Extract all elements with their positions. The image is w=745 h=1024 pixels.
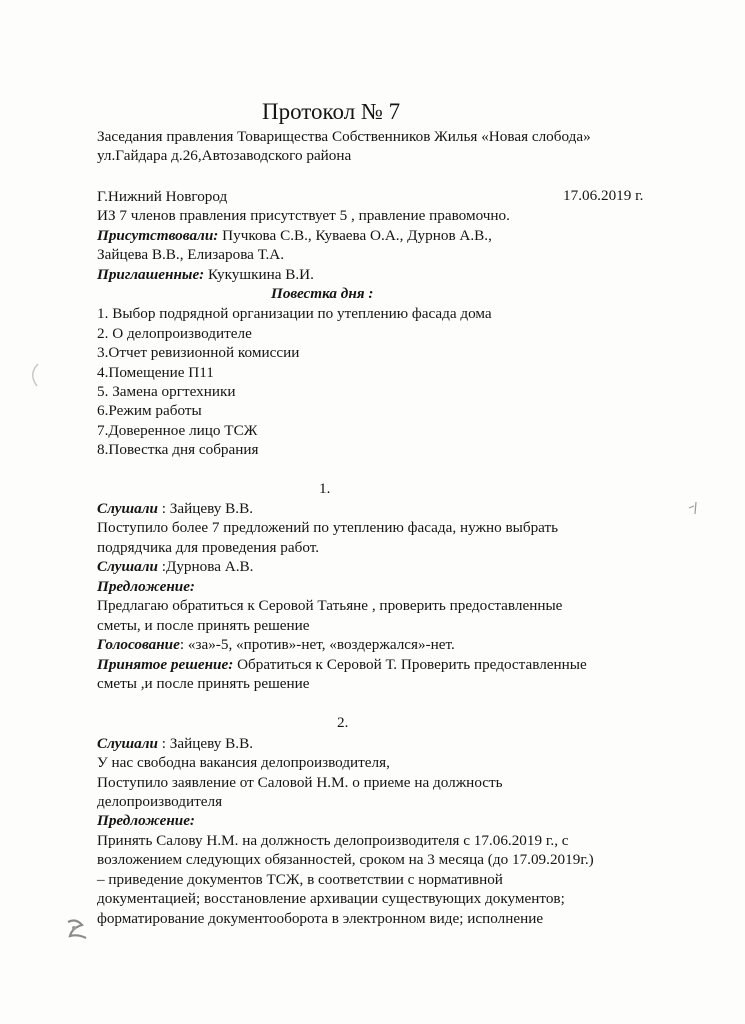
decision-text: Обратиться к Серовой Т. Проверить предоставленные <box>233 656 587 673</box>
section-1-number: 1. <box>319 480 331 497</box>
vote-label: Голосование <box>97 636 180 653</box>
present-names-2: Зайцева В.В., Елизарова Т.А. <box>97 246 285 263</box>
scan-mark <box>22 360 42 390</box>
heard-line <box>97 734 253 753</box>
vote-line <box>97 635 455 654</box>
address-line: ул.Гайдара д.26,Автозаводского района <box>97 147 352 164</box>
heard-label: Слушали <box>97 735 158 752</box>
heard-value: : Зайцеву В.В. <box>157 735 254 752</box>
agenda-item: 4.Помещение П11 <box>97 364 214 381</box>
city-line: Г.Нижний Новгород <box>97 188 228 205</box>
decision-line <box>97 655 587 674</box>
present-label: Присутствовали: <box>97 227 219 244</box>
heard-value: : Зайцеву В.В. <box>157 500 254 517</box>
body-text: Поступило заявление от Саловой Н.М. о приеме на должность <box>97 774 503 791</box>
heard-line <box>97 557 253 576</box>
agenda-heading: Повестка дня : <box>271 285 374 302</box>
agenda-item: 3.Отчет ревизионной комиссии <box>97 344 300 361</box>
present-names: Пучкова С.В., Куваева О.А., Дурнов А.В., <box>218 227 492 244</box>
quorum-line: ИЗ 7 членов правления присутствует 5 , правление правомочно. <box>97 207 510 224</box>
agenda-item: 7.Доверенное лицо ТСЖ <box>97 422 258 439</box>
invited-names: Кукушкина В.И. <box>204 266 314 283</box>
vote-value: : «за»-5, «против»-нет, «воздержался»-нет. <box>179 636 455 653</box>
agenda-item: 1. Выбор подрядной организации по утеплению фасада дома <box>97 305 492 322</box>
proposal-label: Предложение: <box>97 812 195 829</box>
protocol-title: Протокол № 7 <box>262 99 401 124</box>
section-2-number: 2. <box>337 714 349 731</box>
proposal-text: – приведение документов ТСЖ, в соответствии с нормативной <box>97 871 503 888</box>
agenda-item: 6.Режим работы <box>97 402 202 419</box>
scan-speck <box>685 498 705 520</box>
heard-line <box>97 499 253 518</box>
body-text: У нас свободна вакансия делопроизводителя, <box>97 754 390 771</box>
heard-label: Слушали <box>97 500 158 517</box>
proposal-text: Предлагаю обратиться к Серовой Татьяне , проверить предоставленные <box>97 597 563 614</box>
proposal-label: Предложение: <box>97 578 195 595</box>
date-line: 17.06.2019 г. <box>563 187 644 204</box>
body-text: подрядчика для проведения работ. <box>97 539 320 556</box>
proposal-text: документацией; восстановление архивации существующих документов; <box>97 890 565 907</box>
present-line <box>97 226 492 245</box>
invited-line <box>97 265 314 284</box>
proposal-text: возложением следующих обязанностей, сроком на 3 месяца (до 17.09.2019г.) <box>97 851 594 868</box>
heard-label: Слушали <box>97 558 158 575</box>
body-text: делопроизводителя <box>97 793 223 810</box>
agenda-item: 8.Повестка дня собрания <box>97 441 259 458</box>
proposal-text: Принять Салову Н.М. на должность делопроизводителя с 17.06.2019 г., с <box>97 832 569 849</box>
invited-label: Приглашенные: <box>97 266 205 283</box>
body-text: Поступило более 7 предложений по утеплению фасада, нужно выбрать <box>97 519 559 536</box>
proposal-text: форматирование документооборота в электронном виде; исполнение <box>97 910 544 927</box>
scan-smudge <box>62 916 92 942</box>
proposal-text: сметы, и после принять решение <box>97 617 310 634</box>
decision-text-2: сметы ,и после принять решение <box>97 675 310 692</box>
heard-value: :Дурнова А.В. <box>157 558 254 575</box>
agenda-item: 5. Замена оргтехники <box>97 383 236 400</box>
agenda-item: 2. О делопроизводителе <box>97 325 252 342</box>
meeting-subtitle: Заседания правления Товарищества Собственников Жилья «Новая слобода» <box>97 128 591 145</box>
decision-label: Принятое решение: <box>97 656 234 673</box>
